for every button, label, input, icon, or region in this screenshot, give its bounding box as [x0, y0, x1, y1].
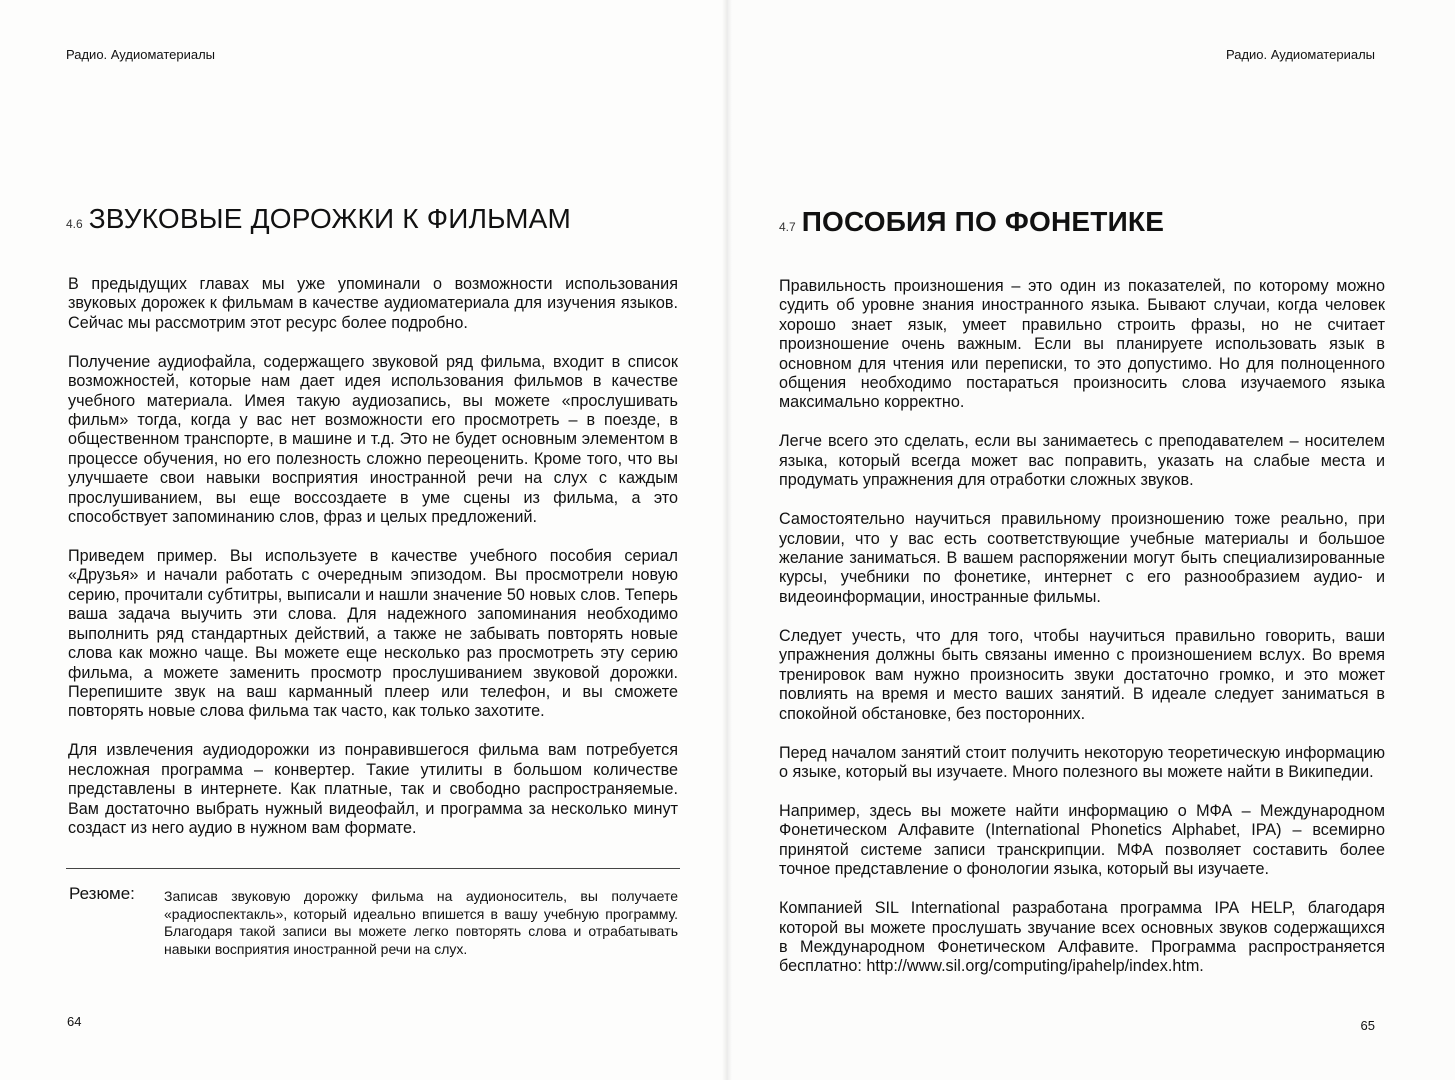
summary-text: Записав звуковую дорожку фильма на аудионоситель, вы получаете «радиоспектакль», который идеально впишется в вашу учебную программу. Благодаря такой записи вы можете легко повторять слова и отрабатывать навыки восприятия иностранной речи на слух. [164, 888, 678, 957]
paragraph: Самостоятельно научиться правильному произношению тоже реально, при условии, что у вас есть соответствующие учебные материалы и большое желание заниматься. В вашем распоряжении могут быть специализированные курсы, учебники по фонетике, интернет с его разнообразием аудио- и видеоинформации, иностранные фильмы. [779, 510, 1385, 606]
section-number: 4.6 [66, 217, 83, 231]
running-head: Радио. Аудиоматериалы [1225, 47, 1375, 62]
paragraph: В предыдущих главах мы уже упоминали о возможности использования звуковых дорожек к фильмам в качестве аудиоматериала для изучения языков. Сейчас мы рассмотрим этот ресурс более подробно. [68, 275, 678, 332]
section-title: ЗВУКОВЫЕ ДОРОЖКИ К ФИЛЬМАМ [88, 203, 572, 234]
book-gutter [722, 0, 732, 1080]
page-number: 65 [1360, 1018, 1375, 1033]
paragraph: Например, здесь вы можете найти информацию о МФА – Международном Фонетическом Алфавите (International Phonetics Alphabet, IPA) – всемирно принятой системе записи транскрипции. МФА позволяет составить более точное представление о фонологии языка, который вы изучаете. [779, 801, 1385, 879]
section-number: 4.7 [779, 220, 796, 234]
section-title: ПОСОБИЯ ПО ФОНЕТИКЕ [801, 206, 1165, 237]
paragraph: Перед началом занятий стоит получить некоторую теоретическую информацию о языке, который вы изучаете. Много полезного вы можете найти в Википедии. [779, 743, 1385, 781]
paragraph: Приведем пример. Вы используете в качестве учебного пособия сериал «Друзья» и начали работать с очередным эпизодом. Вы просмотрели новую серию, прочитали субтитры, выписали и нашли значение 50 новых слов. Теперь ваша задача выучить эти слова. Для надежного запоминания необходимо выполнить ряд стандартных действий, а также не забывать повторять новые слова как можно чаще. Вы можете еще несколько раз просмотреть эту серию фильма, а можете заменить просмотр прослушиванием звуковой дорожки. Перепишите звук на ваш карманный плеер или телефон, и вы сможете повторять новые слова фильма так часто, как только захотите. [68, 547, 678, 721]
section-heading [66, 203, 571, 235]
page-number: 64 [67, 1014, 82, 1029]
paragraph: Следует учесть, что для того, чтобы научиться правильно говорить, ваши упражнения должны быть связаны именно с произношением вслух. Во время тренировок вам нужно произносить звуки достаточно громко, и это может повлиять на время и место ваших занятий. В идеале следует заниматься в спокойной обстановке, без посторонних. [779, 626, 1385, 723]
summary-divider [66, 868, 680, 869]
body-text [779, 277, 1385, 996]
paragraph: Легче всего это сделать, если вы занимаетесь с преподавателем – носителем языка, который всегда может вас поправить, указать на слабые места и продумать упражнения для отработки сложных звуков. [779, 432, 1385, 490]
paragraph: Компанией SIL International разработана программа IPA HELP, благодаря которой вы можете прослушать звучание всех основных звуков содержащихся в Международном Фонетическом Алфавите. Программа распространяется бесплатно: http://www.sil.org/computing/ipahelp/index.htm. [779, 899, 1385, 976]
paragraph: Для извлечения аудиодорожки из понравившегося фильма вам потребуется несложная программа – конвертер. Такие утилиты в большом количестве представлены в интернете. Как платные, так и свободно распространяемые. Вам достаточно выбрать нужный видеофайл, и программа за несколько минут создаст из него аудио в нужном вам формате. [68, 741, 678, 837]
running-head: Радио. Аудиоматериалы [66, 47, 216, 62]
summary-label: Резюме: [69, 884, 135, 903]
section-heading [779, 206, 1164, 238]
paragraph: Получение аудиофайла, содержащего звуковой ряд фильма, входит в список возможностей, которые нам дает идея использования фильмов в качестве учебного материала. Имея такую аудиозапись, вы можете «прослушивать фильм» тогда, когда у вас нет возможности его просмотреть – в поезде, в общественном транспорте, в машине и т.д. Это не будет основным элементом в процессе обучения, но его полезность сложно переоценить. Кроме того, что вы улучшаете свои навыки восприятия иностранной речи на слух с каждым прослушиванием, вы еще воссоздаете в уме сцены из фильма, а это способствует запоминанию слов, фраз и целых предложений. [68, 352, 678, 527]
paragraph: Правильность произношения – это один из показателей, по которому можно судить об уровне знания иностранного языка. Бывают случаи, когда человек хорошо знает язык, умеет правильно строить фразы, но не считает произношение очень важным. Если вы планируете использовать язык в основном для чтения или переписки, то это допустимо. Но для полноценного общения необходимо постараться произносить слова изучаемого языка максимально корректно. [779, 277, 1385, 412]
left-page [0, 0, 727, 1080]
body-text [68, 275, 678, 858]
right-page [727, 0, 1455, 1080]
